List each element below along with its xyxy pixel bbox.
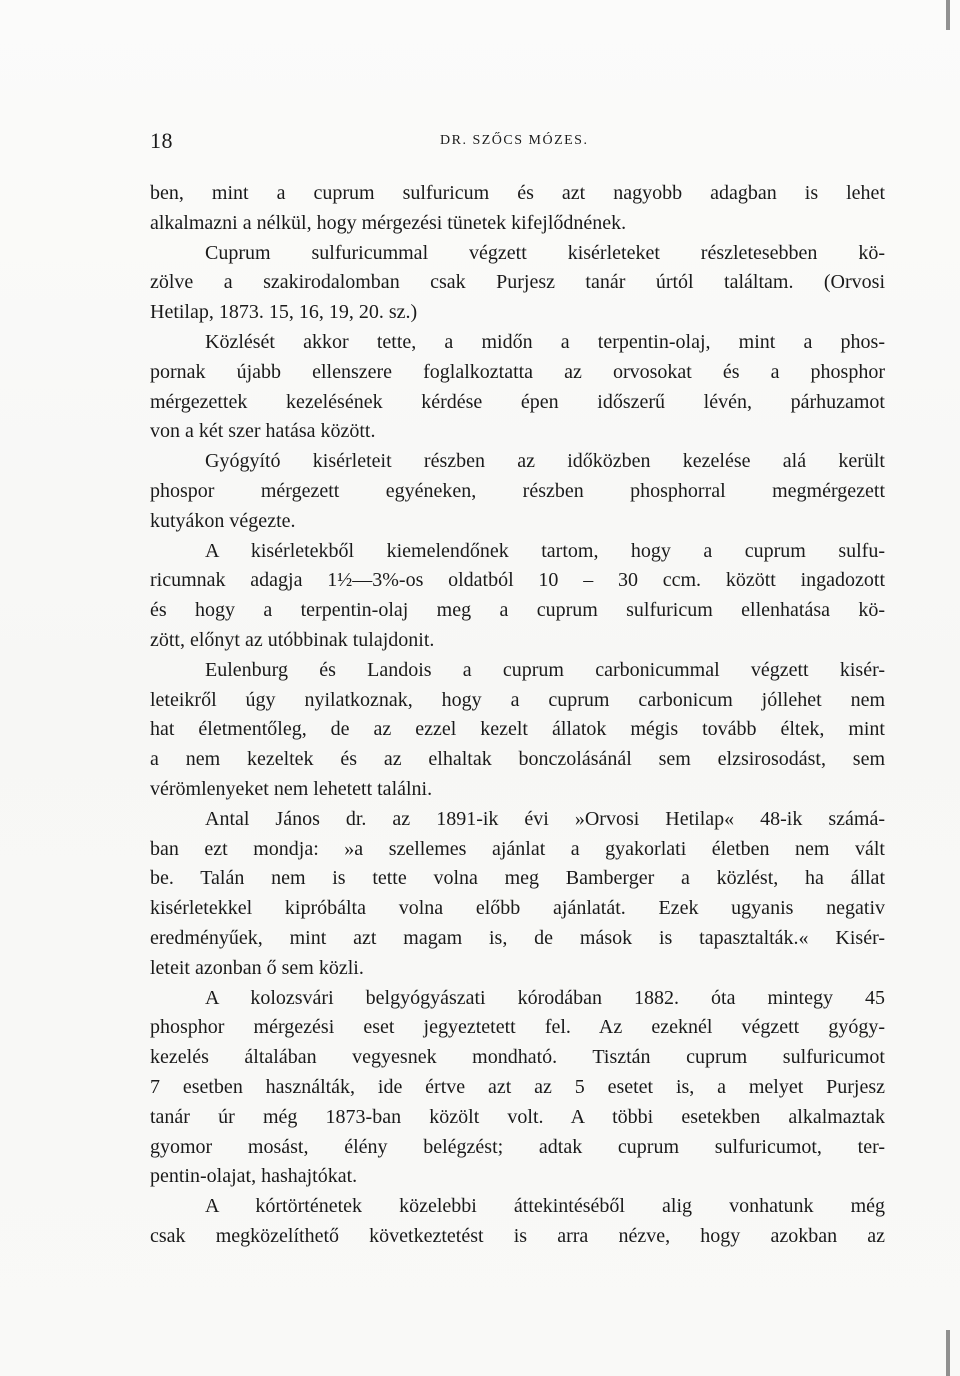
text-line: alkalmazni a nélkül, hogy mérgezési tünetek kifejlődnének. bbox=[150, 211, 627, 234]
text-line: Közlését akkor tette, a midőn a terpentin-olaj, mint a phos- bbox=[205, 330, 885, 353]
text-line: vérömlenyeket nem lehetett találni. bbox=[150, 777, 433, 800]
text-line: A kisérletekből kiemelendőnek tartom, hogy a cuprum sulfu- bbox=[205, 539, 885, 562]
text-line: A kolozsvári belgyógyászati kórodában 1882. óta mintegy 45 bbox=[205, 986, 885, 1009]
page-edge-mark bbox=[946, 0, 950, 30]
text-line: zött, előnyt az utóbbinak tulajdonit. bbox=[150, 628, 435, 651]
text-line: pentin-olajat, hashajtókat. bbox=[150, 1165, 358, 1188]
body-text bbox=[150, 179, 885, 1252]
text-line: phosphor mérgezési eset jegyeztetett fel. Az ezeknél végzett gyógy- bbox=[150, 1016, 885, 1039]
text-line: von a két szer hatása között. bbox=[150, 420, 376, 443]
page-number: 18 bbox=[150, 128, 173, 153]
text-line: hat életmentőleg, de az ezzel kezelt állatok mégis tovább éltek, mint bbox=[150, 718, 885, 741]
text-line: a nem kezeltek és az elhaltak bonczolásánál sem elzsirosodást, sem bbox=[150, 748, 885, 771]
text-line: leteikről úgy nyilatkoznak, hogy a cuprum carbonicum jóllehet nem bbox=[150, 688, 885, 711]
text-line: kutyákon végezte. bbox=[150, 509, 296, 532]
text-line: leteit azonban ő sem közli. bbox=[150, 956, 364, 979]
text-line: ricumnak adagja 1½—3%-os oldatból 10 – 30 ccm. között ingadozott bbox=[150, 569, 885, 592]
text-line: Cuprum sulfuricummal végzett kisérleteket részletesebben kö- bbox=[205, 241, 885, 264]
text-line: eredményűek, mint azt magam is, de mások is tapasztalták.« Kisér- bbox=[150, 926, 885, 949]
text-line: tanár úr még 1873-ban közölt volt. A többi esetekben alkalmaztak bbox=[150, 1105, 885, 1128]
text-line: kezelés általában vegyesnek mondható. Tisztán cuprum sulfuricumot bbox=[150, 1046, 885, 1069]
text-line: kisérletekkel kipróbálta volna előbb ajánlatát. Ezek ugyanis negativ bbox=[150, 897, 885, 920]
text-line: 7 esetben használták, ide értve azt az 5 esetet is, a melyet Purjesz bbox=[150, 1075, 885, 1098]
text-line: Hetilap, 1873. 15, 16, 19, 20. sz.) bbox=[150, 301, 418, 324]
text-line: ben, mint a cuprum sulfuricum és azt nagyobb adagban is lehet bbox=[150, 182, 885, 204]
text-line: A kórtörténetek közelebbi áttekintéséből alig vonhatunk még bbox=[205, 1195, 885, 1218]
text-line: Antal János dr. az 1891-ik évi »Orvosi Hetilap« 48-ik számá- bbox=[205, 807, 885, 830]
text-line: Gyógyító kisérleteit részben az időközben kezelése alá került bbox=[205, 450, 885, 473]
running-title: DR. SZŐCS MÓZES. bbox=[440, 133, 589, 148]
text-line: phospor mérgezett egyéneken, részben phosphorral megmérgezett bbox=[150, 479, 885, 502]
text-line: csak megközelíthető következtetést is arra nézve, hogy azokban az bbox=[150, 1224, 885, 1247]
text-line: mérgezettek kezelésének kérdése épen időszerű lévén, párhuzamot bbox=[150, 390, 885, 413]
page-edge-mark bbox=[946, 1330, 950, 1376]
text-line: gyomor mosást, élény belégzést; adtak cuprum sulfuricumot, ter- bbox=[150, 1135, 885, 1158]
text-line: be. Talán nem is tette volna meg Bamberger a közlést, ha állat bbox=[150, 867, 885, 890]
page-header bbox=[150, 128, 885, 160]
text-line: Eulenburg és Landois a cuprum carbonicummal végzett kisér- bbox=[205, 658, 885, 681]
text-line: és hogy a terpentin-olaj meg a cuprum sulfuricum ellenhatása kö- bbox=[150, 599, 885, 622]
text-line: zölve a szakirodalomban csak Purjesz tanár úrtól találtam. (Orvosi bbox=[150, 271, 885, 294]
text-line: ban ezt mondja: »a szellemes ajánlat a gyakorlati életben nem vált bbox=[150, 837, 885, 860]
text-line: pornak újabb ellenszere foglalkoztatta az orvosokat és a phosphor bbox=[150, 360, 885, 383]
